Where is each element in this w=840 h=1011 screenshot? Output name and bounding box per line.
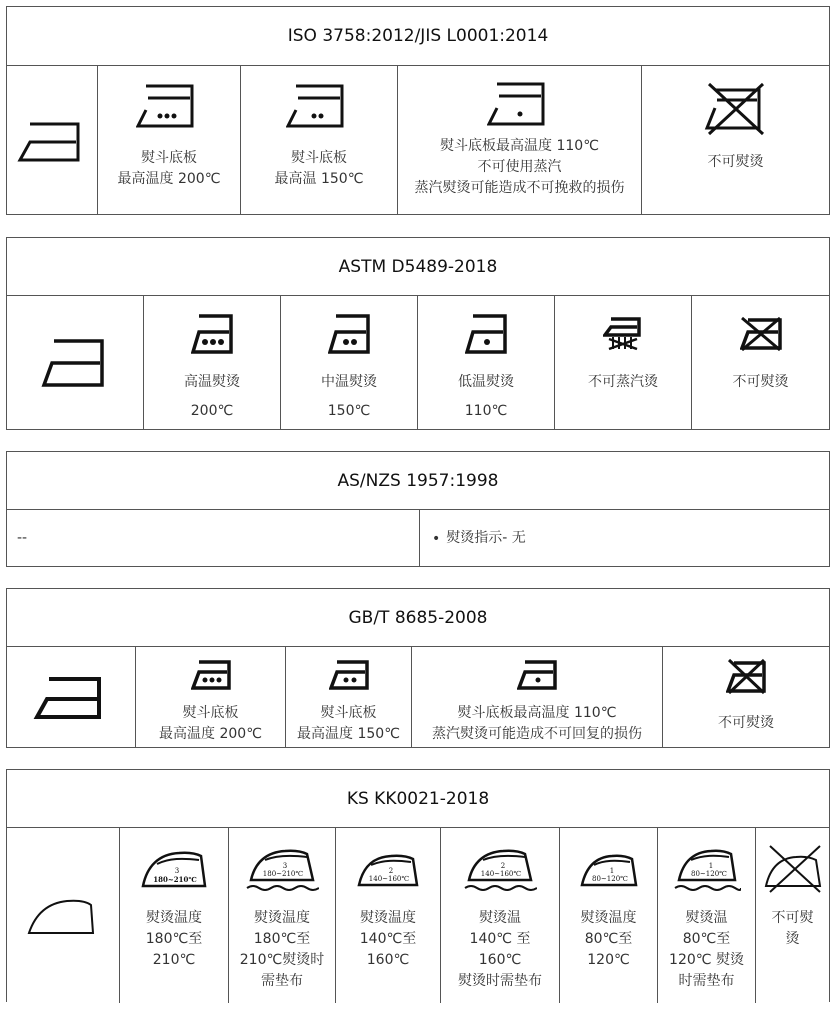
ks-item-6-label: 熨烫温 80℃至 120℃ 熨烫 时需垫布 [669,910,744,989]
gbt-item-4 [663,647,829,748]
iron-temp-cloth-icon [463,842,537,894]
ks-item-2 [229,828,336,1003]
no-steam-iron-icon [603,317,643,351]
iso-main-icon-cell [7,66,98,215]
ks-table [6,769,830,1002]
gbt-item-1-label: 熨斗底板 最高温度 200℃ [159,705,262,742]
iso-item-2 [241,66,398,215]
astm-item-1-temp: 200℃ [190,403,234,419]
do-not-iron-icon [740,316,782,352]
iron-one-dot-icon [465,314,507,354]
iron-two-dots-icon [286,84,352,130]
gbt-item-4-label: 不可熨烫 [718,715,774,731]
asnzs-left-value: -- [17,530,28,546]
gbt-title: GB/T 8685-2008 [7,589,829,647]
ks-item-4-num: 2 [500,862,506,870]
ks-item-7-label: 不可熨 烫 [771,910,814,947]
gbt-item-3-label: 熨斗底板最高温度 110℃ 蒸汽熨烫可能造成不可回复的损伤 [432,705,642,742]
astm-item-2-label: 中温熨烫 [321,374,377,390]
asnzs-right-value: 熨烫指示- 无 [446,530,526,546]
iron-temp-cloth-icon [245,842,319,894]
astm-item-5 [692,296,829,430]
iso-item-1-label: 熨斗底板 最高温度 200℃ [117,150,221,187]
astm-main-icon-cell [7,296,144,430]
iron-two-dots-icon [329,660,369,690]
iso-item-3 [398,66,642,215]
ks-item-1-num: 3 [174,867,180,875]
bullet-icon: • [432,530,441,547]
ks-item-6-num: 1 [708,862,713,870]
asnzs-title: AS/NZS 1957:1998 [7,452,829,510]
ks-main-icon-cell [7,828,120,1003]
astm-item-2-temp: 150℃ [327,403,371,419]
iso-title: ISO 3758:2012/JIS L0001:2014 [7,7,829,66]
ks-item-4-label: 熨烫温 140℃ 至 160℃ 熨烫时需垫布 [458,910,542,989]
gbt-main-icon-cell [7,647,136,748]
ks-item-7 [756,828,829,1003]
ks-item-3 [336,828,441,1003]
gbt-table [6,588,830,748]
iron-one-dot-icon [487,82,553,128]
ks-item-6 [658,828,756,1003]
asnzs-left-cell [7,510,420,567]
ks-item-1-label: 熨烫温度 180℃至 210℃ [145,910,203,968]
astm-item-3-label: 低温熨烫 [458,374,514,390]
ks-item-5-range: 80~120℃ [591,875,628,883]
iron-temp-icon [139,844,209,892]
ks-item-3-range: 140~160℃ [368,875,410,883]
ks-item-1 [120,828,229,1003]
astm-item-3-temp: 110℃ [464,403,508,419]
ks-item-1-range: 180~210℃ [153,875,197,884]
asnzs-table [6,451,830,567]
iso-table [6,6,830,215]
gbt-item-3 [412,647,663,748]
do-not-iron-icon [762,842,824,894]
astm-item-1-label: 高温熨烫 [184,374,240,390]
asnzs-right-cell [420,510,829,567]
iso-item-4-label: 不可熨烫 [707,154,764,170]
astm-item-4-label: 不可蒸汽烫 [588,374,658,390]
ks-item-3-label: 熨烫温度 140℃至 160℃ [359,910,417,968]
iron-three-dots-icon [191,660,231,690]
astm-item-4 [555,296,692,430]
ks-item-2-label: 熨烫温度 180℃至 210℃熨烫时 需垫布 [239,910,325,989]
gbt-item-2-label: 熨斗底板 最高温度 150℃ [297,705,400,742]
iron-icon [33,675,109,721]
iron-temp-cloth-icon [673,842,741,894]
ks-item-5 [560,828,658,1003]
iso-item-1 [98,66,241,215]
ks-item-2-num: 3 [282,862,288,870]
astm-item-1 [144,296,281,430]
ks-item-5-num: 1 [609,867,614,875]
iron-temp-icon [578,845,640,891]
astm-item-2 [281,296,418,430]
iron-three-dots-icon [191,314,233,354]
iron-icon [27,893,99,939]
astm-table [6,237,830,430]
gbt-item-2 [286,647,412,748]
iso-item-3-label: 熨斗底板最高温度 110℃ 不可使用蒸汽 蒸汽熨烫可能造成不可挽救的损伤 [414,138,625,196]
iron-one-dot-icon [517,660,557,690]
ks-item-6-range: 80~120℃ [690,870,727,878]
astm-title: ASTM D5489-2018 [7,238,829,296]
ks-item-5-label: 熨烫温度 80℃至 120℃ [580,910,637,968]
astm-item-3 [418,296,555,430]
astm-item-5-label: 不可熨烫 [732,374,789,390]
ks-item-4 [441,828,560,1003]
iso-item-4 [642,66,829,215]
ks-title: KS KK0021-2018 [7,770,829,828]
gbt-item-1 [136,647,286,748]
ks-item-4-range: 140~160℃ [480,870,522,878]
iron-icon [16,118,88,164]
do-not-iron-icon [726,657,766,695]
iron-three-dots-icon [136,84,202,130]
do-not-iron-icon [703,80,769,136]
iron-icon [40,337,110,389]
iron-two-dots-icon [328,314,370,354]
ks-item-3-num: 2 [388,867,394,875]
ks-item-2-range: 180~210℃ [262,870,304,878]
iso-item-2-label: 熨斗底板 最高温 150℃ [274,150,364,187]
iron-temp-icon [355,845,421,891]
